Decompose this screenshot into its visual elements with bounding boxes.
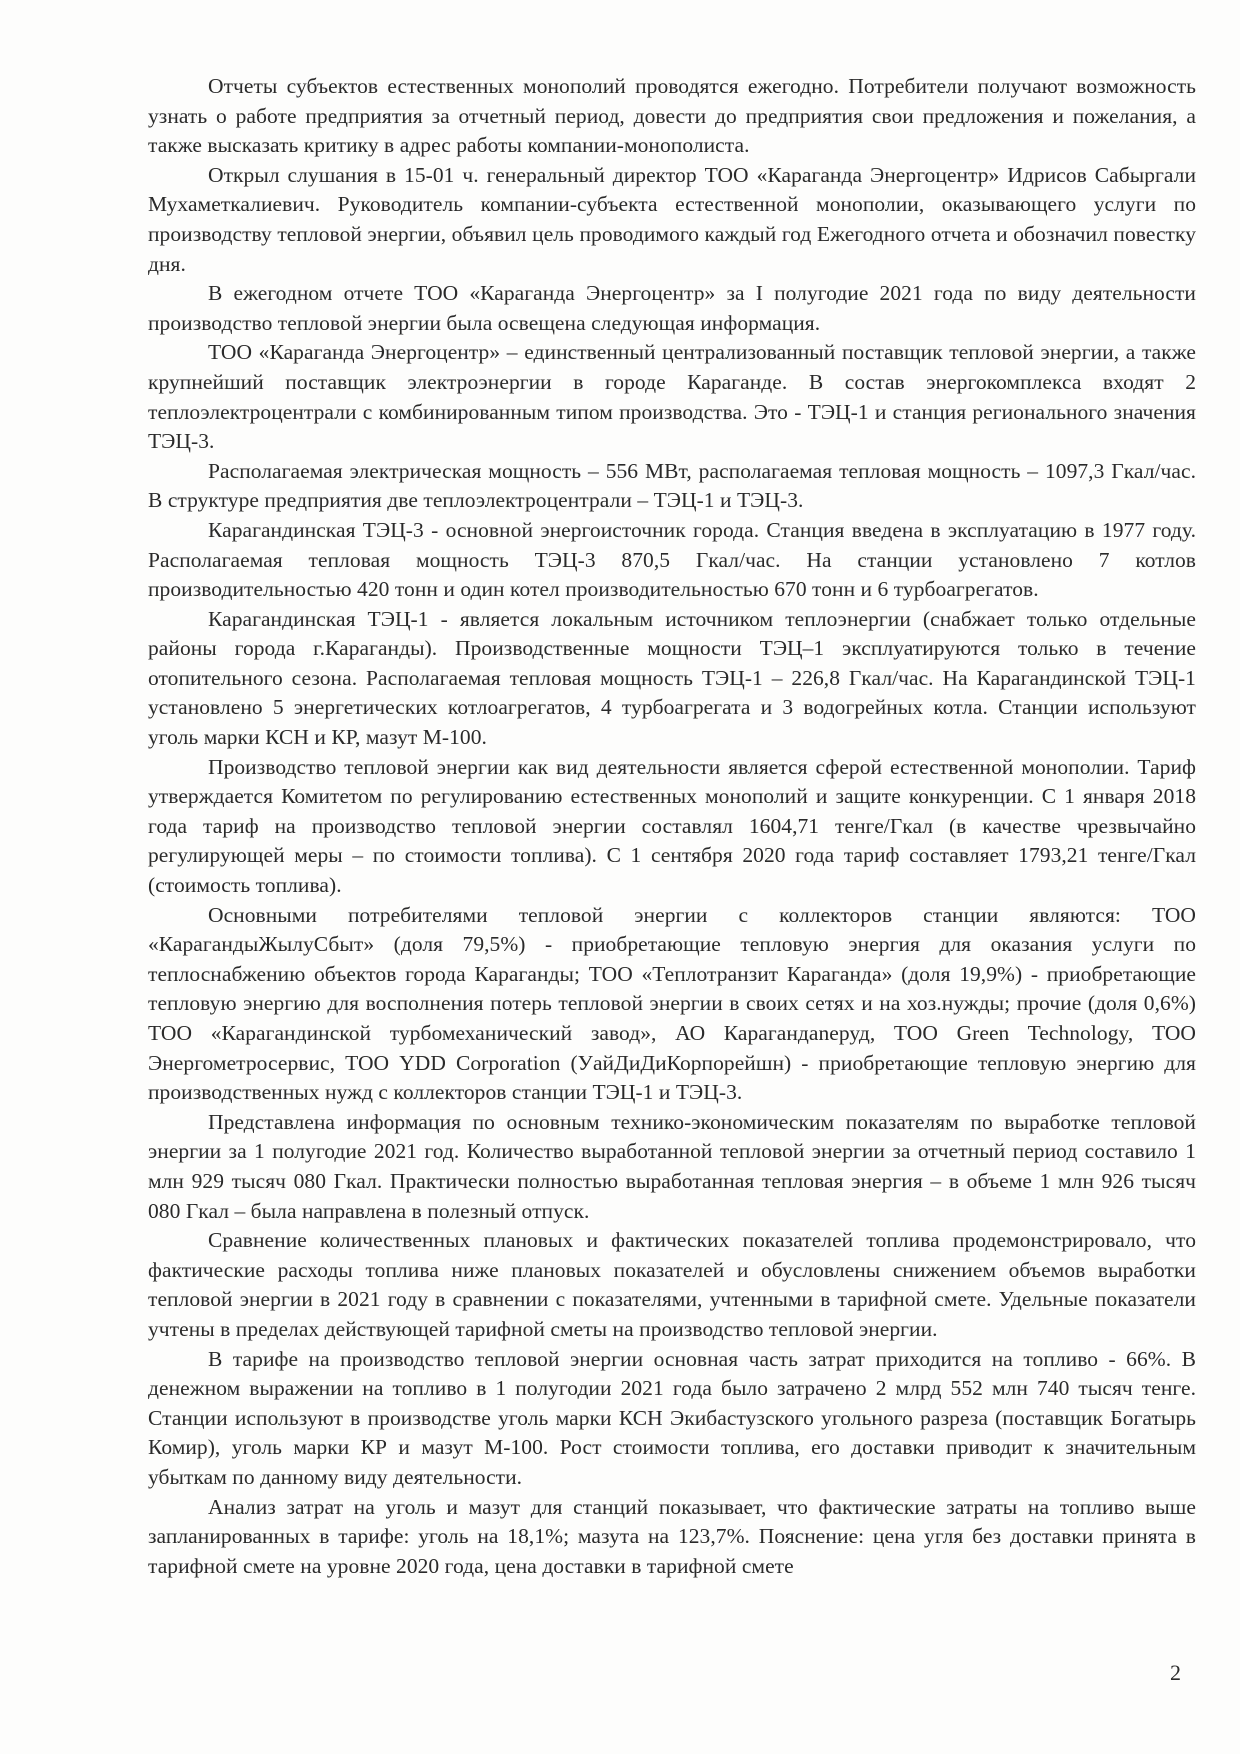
paragraph-tec3: Карагандинская ТЭЦ-3 - основной энергоисточник города. Станция введена в эксплуатацию в 1977 году. Располагаемая тепловая мощность ТЭЦ-3 870,5 Гкал/час. На станции установлено 7 котлов производительностью 420 тонн и один котел производительностью 670 тонн и 6 турбоагрегатов.: [148, 517, 1196, 602]
paragraph-fuel-comparison: Сравнение количественных плановых и фактических показателей топлива продемонстрировало, что фактические расходы топлива ниже плановых показателей и обусловлены снижением объемов выработки тепловой энергии в 2021 году в сравнении с показателями, учтенными в тарифной смете. Удельные показатели учтены в пределах действующей тарифной сметы на производство тепловой энергии.: [148, 1228, 1196, 1341]
paragraph-annual-report: В ежегодном отчете ТОО «Караганда Энергоцентр» за I полугодие 2021 года по виду деятельности производство тепловой энергии была освещена следующая информация.: [148, 281, 1196, 335]
paragraph-fuel-costs: В тарифе на производство тепловой энергии основная часть затрат приходится на топливо - 66%. В денежном выражении на топливо в 1 полугодии 2021 года было затрачено 2 млрд 552 млн 740 тысяч тенге. Станции используют в производстве уголь марки КСН Экибастузского угольного разреза (поставщик Богатырь Комир), уголь марки КР и мазут М-100. Рост стоимости топлива, его доставки приводит к значительным убыткам по данному виду деятельности.: [148, 1346, 1196, 1489]
paragraph-tec1: Карагандинская ТЭЦ-1 - является локальным источником теплоэнергии (снабжает только отдельные районы города г.Караганды). Производственные мощности ТЭЦ–1 эксплуатируются только в течение отопительного сезона. Располагаемая тепловая мощность ТЭЦ-1 – 226,8 Гкал/час. На Карагандинской ТЭЦ-1 установлено 5 энергетических котлоагрегатов, 4 турбоагрегата и 3 водогрейных котла. Станции используют уголь марки КСН и КР, мазут М-100.: [148, 606, 1196, 750]
paragraph-capacity: Располагаемая электрическая мощность – 556 МВт, располагаемая тепловая мощность – 1097,3 Гкал/час. В структуре предприятия две теплоэлектроцентрали – ТЭЦ-1 и ТЭЦ-3.: [148, 458, 1196, 513]
paragraph-company-overview: ТОО «Караганда Энергоцентр» – единственный централизованный поставщик тепловой энергии, а также крупнейший поставщик электроэнергии в городе Караганде. В состав энергокомплекса входят 2 теплоэлектроцентрали с комбинированным типом производства. Это - ТЭЦ-1 и станция регионального значения ТЭЦ-3.: [148, 340, 1196, 454]
paragraph-consumers: Основными потребителями тепловой энергии с коллекторов станции являются: ТОО «КарагандыЖылуСбыт» (доля 79,5%) - приобретающие тепловую энергия для оказания услуги по теплоснабжению объектов города Караганды; ТОО «Теплотранзит Караганда» (доля 19,9%) - приобретающие тепловую энергию для восполнения потерь тепловой энергии в своих сетях и на хоз.нужды; прочие (доля 0,6%) ТОО «Карагандинской турбомеханический завод», АО Карагандаnеруд, ТОО Green Technology, ТОО Энергометросервис, ТОО YDD Corporation (УайДиДиКорпорейшн) - приобретающие тепловую энергию для производственных нужд с коллекторов станции ТЭЦ-1 и ТЭЦ-3.: [148, 902, 1196, 1105]
paragraph-production-indicators: Представлена информация по основным технико-экономическим показателям по выработке тепловой энергии за 1 полугодие 2021 год. Количество выработанной тепловой энергии за отчетный период составило 1 млн 929 тысяч 080 Гкал. Практически полностью выработанная тепловая энергия – в объеме 1 млн 926 тысяч 080 Гкал – была направлена в полезный отпуск.: [148, 1109, 1196, 1223]
paragraph-intro: Отчеты субъектов естественных монополий проводятся ежегодно. Потребители получают возможность узнать о работе предприятия за отчетный период, довести до предприятия свои предложения и пожелания, а также высказать критику в адрес работы компании-монополиста.: [148, 74, 1196, 158]
paragraph-cost-analysis: Анализ затрат на уголь и мазут для станций показывает, что фактические затраты на топливо выше запланированных в тарифе: уголь на 18,1%; мазута на 123,7%. Пояснение: цена угля без доставки принята в тарифной смете на уровне 2020 года, цена доставки в тарифной смете: [148, 1494, 1196, 1578]
body-text: [148, 72, 1196, 1581]
paragraph-tariff: Производство тепловой энергии как вид деятельности является сферой естественной монополии. Тариф утверждается Комитетом по регулированию естественных монополий и защите конкуренции. С 1 января 2018 года тариф на производство тепловой энергии составлял 1604,71 тенге/Гкал (в качестве чрезвычайно регулирующей меры – по стоимости топлива). С 1 сентября 2020 года тариф составляет 1793,21 тенге/Гкал (стоимость топлива).: [148, 754, 1196, 898]
paragraph-hearing-opening: Открыл слушания в 15-01 ч. генеральный директор ТОО «Караганда Энергоцентр» Идрисов Сабыргали Мухаметкалиевич. Руководитель компании-субъекта естественной монополии, оказывающего услуги по производству тепловой энергии, объявил цель проводимого каждый год Ежегодного отчета и обозначил повестку дня.: [148, 162, 1196, 276]
page-number: 2: [1170, 1660, 1181, 1685]
